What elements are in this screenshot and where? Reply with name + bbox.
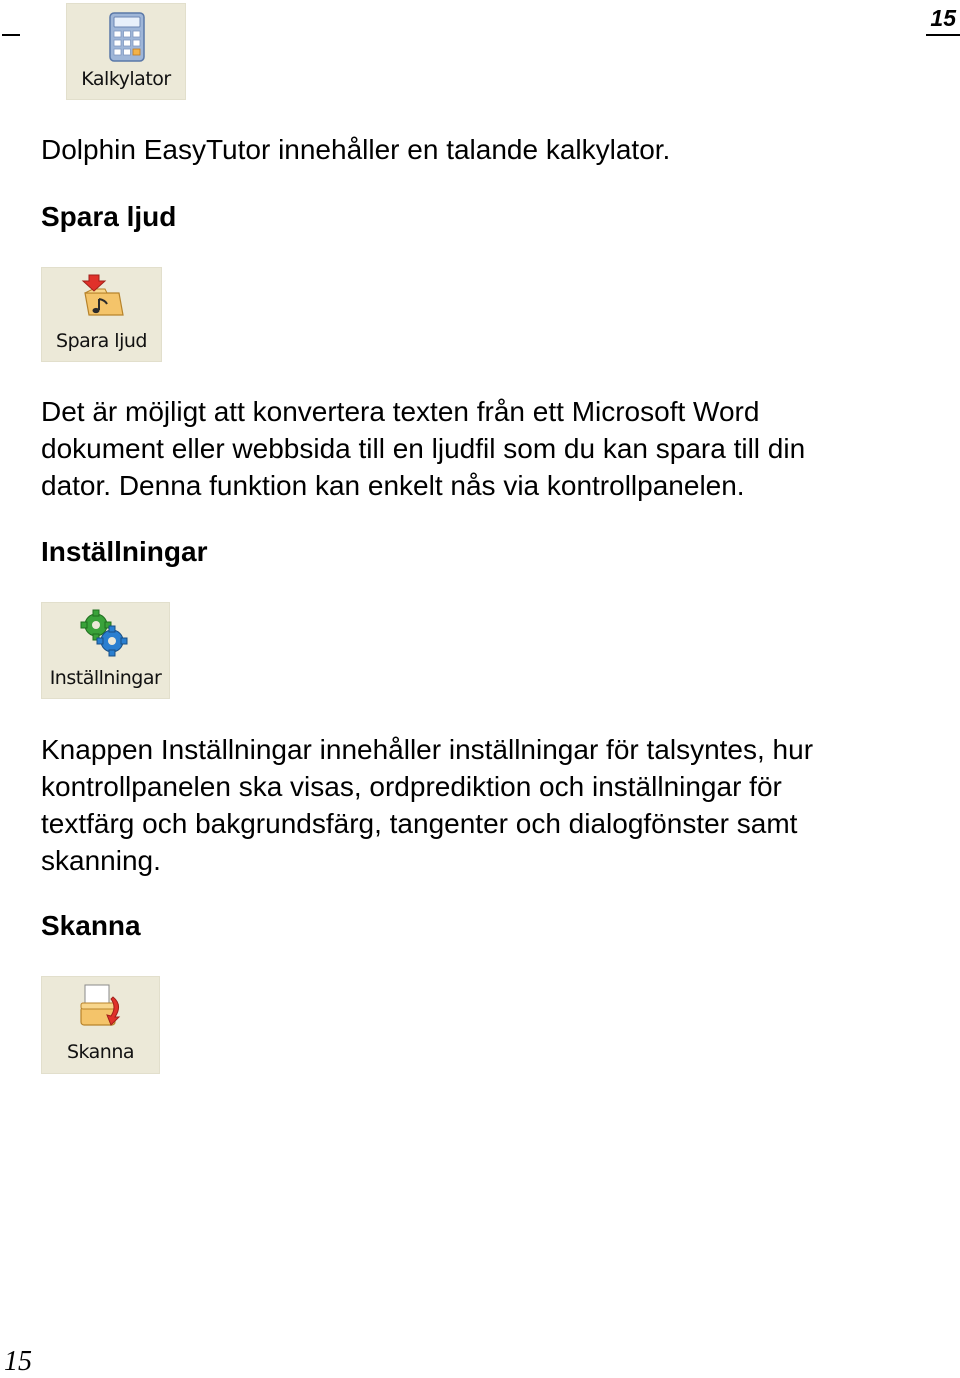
calculator-icon — [109, 12, 145, 62]
calculator-description: Dolphin EasyTutor innehåller en talande kalkylator. — [41, 134, 671, 165]
save-audio-button[interactable] — [41, 267, 162, 362]
scan-button-label: Skanna — [66, 1041, 135, 1063]
save-audio-line-3: dator. Denna funktion kan enkelt nås via kontrollpanelen. — [41, 470, 745, 501]
scan-button[interactable] — [41, 976, 160, 1074]
settings-line-1: Knappen Inställningar innehåller inställningar för talsyntes, hur — [41, 734, 814, 765]
save-audio-heading: Spara ljud — [41, 201, 177, 232]
settings-line-4: skanning. — [41, 845, 161, 876]
settings-heading: Inställningar — [41, 536, 208, 567]
header-rule — [2, 34, 20, 36]
calculator-button-label: Kalkylator — [81, 68, 171, 90]
settings-button[interactable] — [41, 602, 170, 699]
settings-line-3: textfärg och bakgrundsfärg, tangenter och dialogfönster samt — [41, 808, 798, 839]
settings-line-2: kontrollpanelen ska visas, ordprediktion och inställningar för — [41, 771, 782, 802]
footer-page-number: 15 — [4, 1346, 32, 1377]
save-audio-icon — [79, 273, 129, 319]
scan-icon — [75, 983, 125, 1031]
settings-button-label: Inställningar — [49, 667, 162, 689]
header-page-rule — [926, 34, 960, 36]
settings-gears-icon — [80, 609, 130, 657]
header-page-number: 15 — [930, 5, 956, 31]
calculator-button[interactable] — [66, 3, 186, 100]
save-audio-line-2: dokument eller webbsida till en ljudfil som du kan spara till din — [41, 433, 806, 464]
save-audio-line-1: Det är möjligt att konvertera texten från ett Microsoft Word — [41, 396, 760, 427]
save-audio-button-label: Spara ljud — [56, 330, 147, 352]
scan-heading: Skanna — [41, 910, 141, 941]
